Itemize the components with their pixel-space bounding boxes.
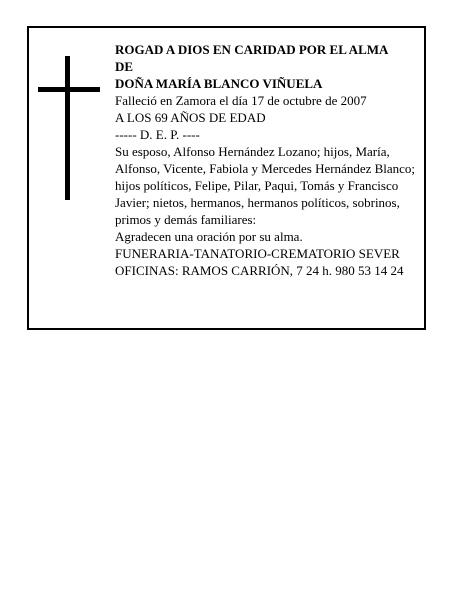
offices-line: OFICINAS: RAMOS CARRIÓN, 7 24 h. 980 53 14 24 — [115, 263, 404, 278]
prayer-request: Agradecen una oración por su alma. — [115, 229, 303, 244]
cross-vertical-bar — [65, 56, 70, 200]
age-line: A LOS 69 AÑOS DE EDAD — [115, 110, 266, 125]
obituary-notice — [27, 26, 426, 330]
notice-text-block — [115, 41, 425, 279]
heading-line-2: DE — [115, 59, 134, 74]
cross-horizontal-bar — [38, 87, 100, 92]
death-info: Falleció en Zamora el día 17 de octubre de 2007 — [115, 93, 367, 108]
family-paragraph: Su esposo, Alfonso Hernández Lozano; hijos, María, Alfonso, Vicente, Fabiola y Mercedes Hernández Blanco; hijos políticos, Felipe, Pilar, Paqui, Tomás y Francisco Javier; nietos, hermanos, hermanos políticos, sobrinos, primos y demás familiares: — [115, 144, 416, 227]
deceased-name: DOÑA MARÍA BLANCO VIÑUELA — [115, 76, 323, 91]
heading-line-1: ROGAD A DIOS EN CARIDAD POR EL ALMA — [115, 42, 389, 57]
cross-icon — [38, 56, 100, 200]
funeral-home: FUNERARIA-TANATORIO-CREMATORIO SEVER — [115, 246, 400, 261]
rip-line: ----- D. E. P. ---- — [115, 127, 200, 142]
